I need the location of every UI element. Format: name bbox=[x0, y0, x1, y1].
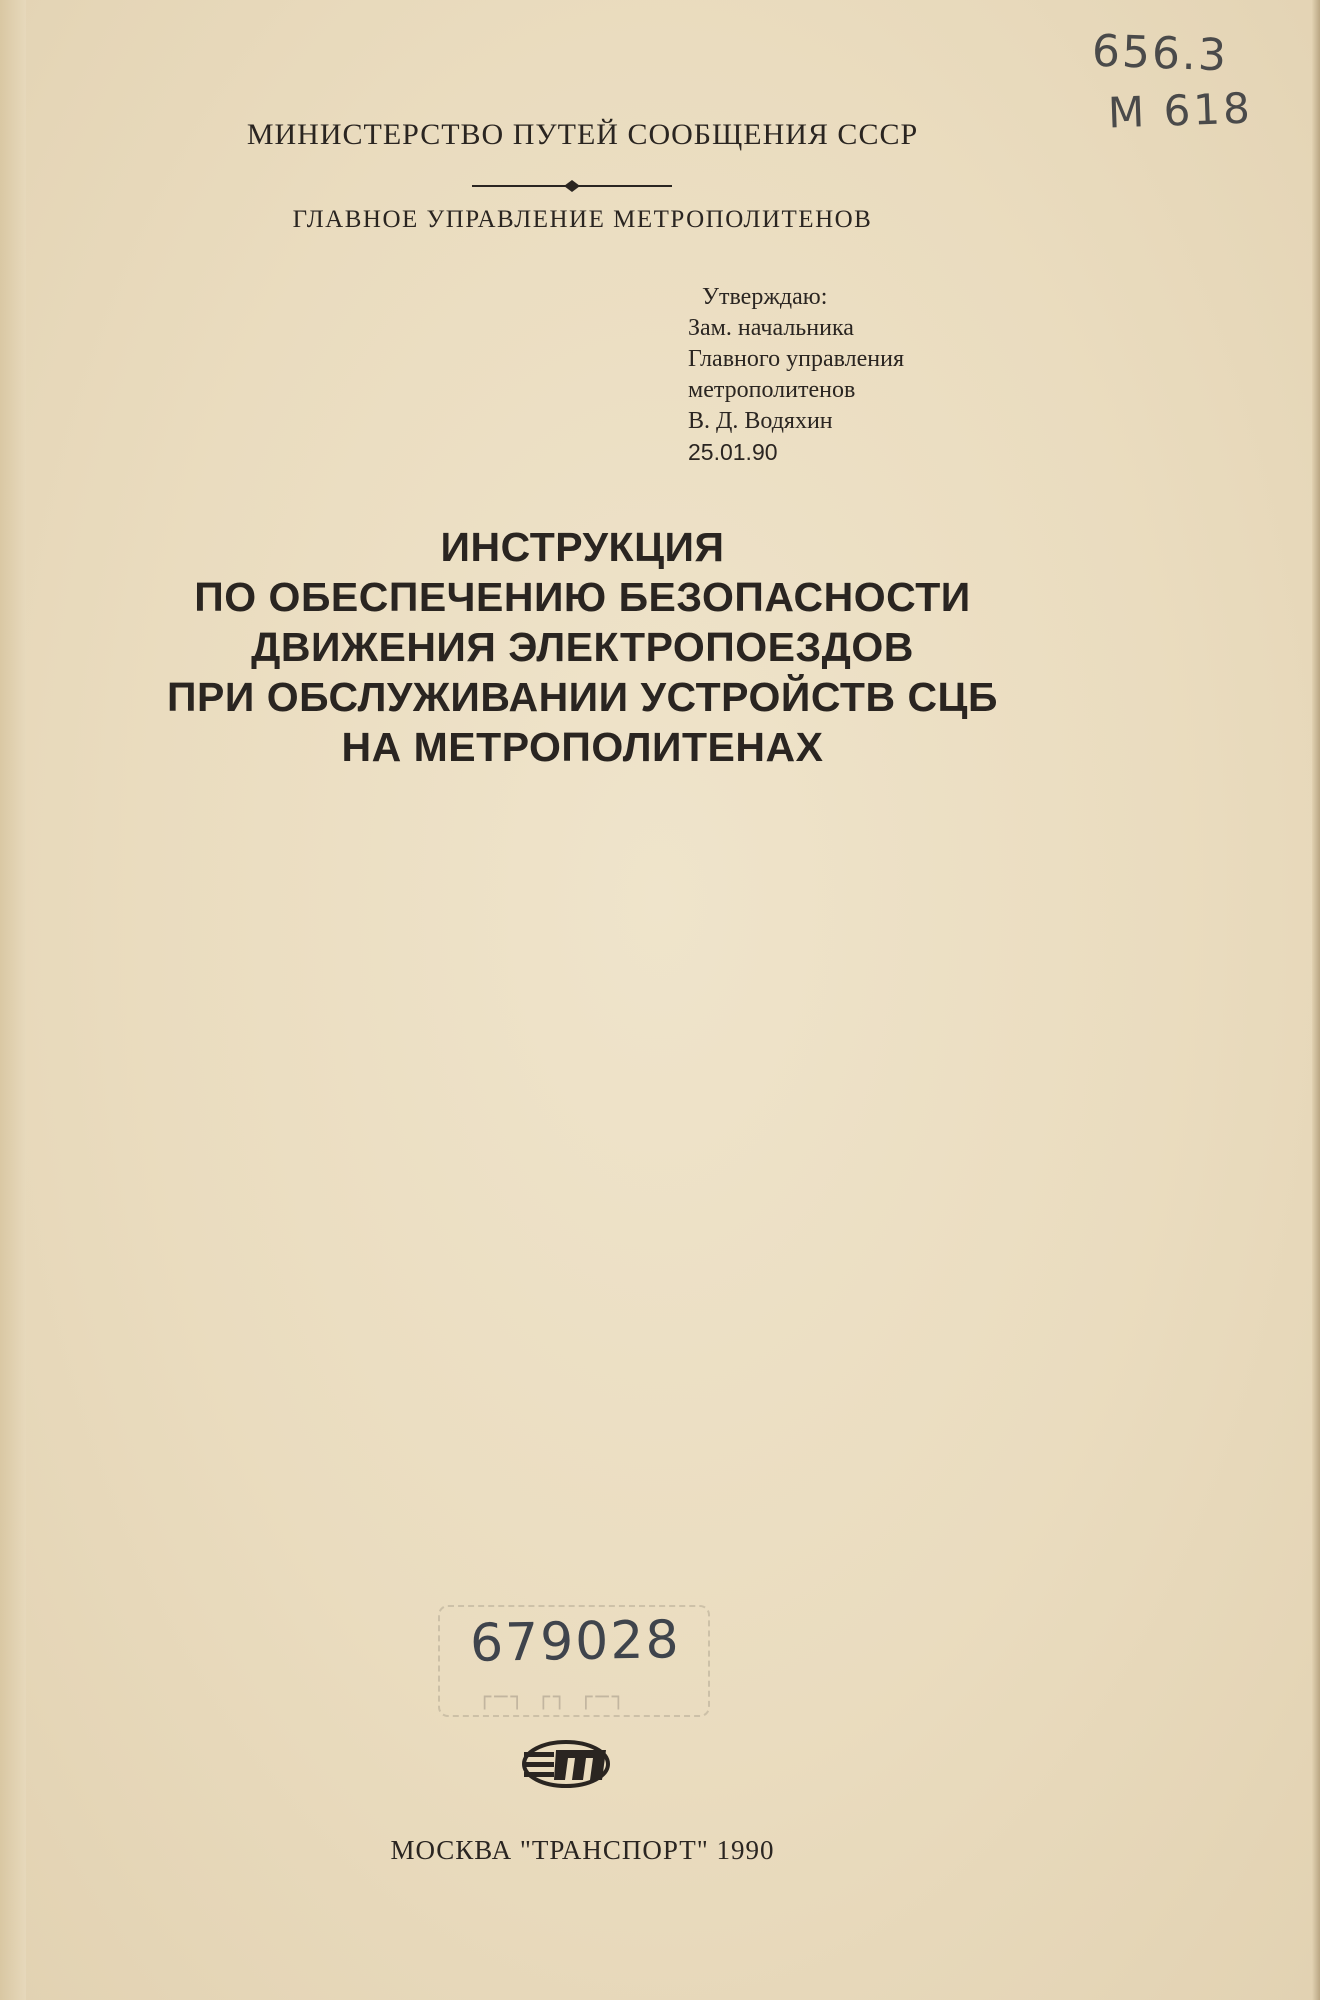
directorate-name: ГЛАВНОЕ УПРАВЛЕНИЕ МЕТРОПОЛИТЕНОВ bbox=[292, 206, 873, 233]
publisher-logo-icon bbox=[520, 1736, 612, 1792]
library-class-code: 656.3 bbox=[1091, 25, 1229, 82]
document-title bbox=[0, 522, 1165, 772]
inventory-number: 679028 bbox=[469, 1610, 682, 1674]
approval-label: Утверждаю: bbox=[702, 284, 828, 310]
title-line: НА МЕТРОПОЛИТЕНАХ bbox=[341, 724, 824, 770]
approval-date: 25.01.90 bbox=[688, 439, 778, 465]
ministry-name: МИНИСТЕРСТВО ПУТЕЙ СООБЩЕНИЯ СССР bbox=[246, 118, 919, 151]
library-author-mark: М 618 bbox=[1107, 83, 1254, 138]
title-line: ПРИ ОБСЛУЖИВАНИИ УСТРОЙСТВ СЦБ bbox=[167, 674, 998, 720]
approval-line: Зам. начальника bbox=[688, 315, 854, 341]
approval-line: метрополитенов bbox=[688, 377, 856, 403]
publisher-imprint: МОСКВА "ТРАНСПОРТ" 1990 bbox=[390, 1835, 775, 1865]
title-line: ДВИЖЕНИЯ ЭЛЕКТРОПОЕЗДОВ bbox=[251, 624, 914, 670]
diamond-divider-icon bbox=[472, 176, 672, 196]
approval-block bbox=[688, 282, 904, 468]
stamp-faint-text: ┌─┐ ┌┐ ┌─┐ bbox=[478, 1685, 628, 1710]
approver-name: В. Д. Водяхин bbox=[688, 408, 833, 434]
approval-line: Главного управления bbox=[688, 346, 904, 372]
title-line: ИНСТРУКЦИЯ bbox=[440, 524, 725, 570]
title-line: ПО ОБЕСПЕЧЕНИЮ БЕЗОПАСНОСТИ bbox=[194, 574, 971, 620]
